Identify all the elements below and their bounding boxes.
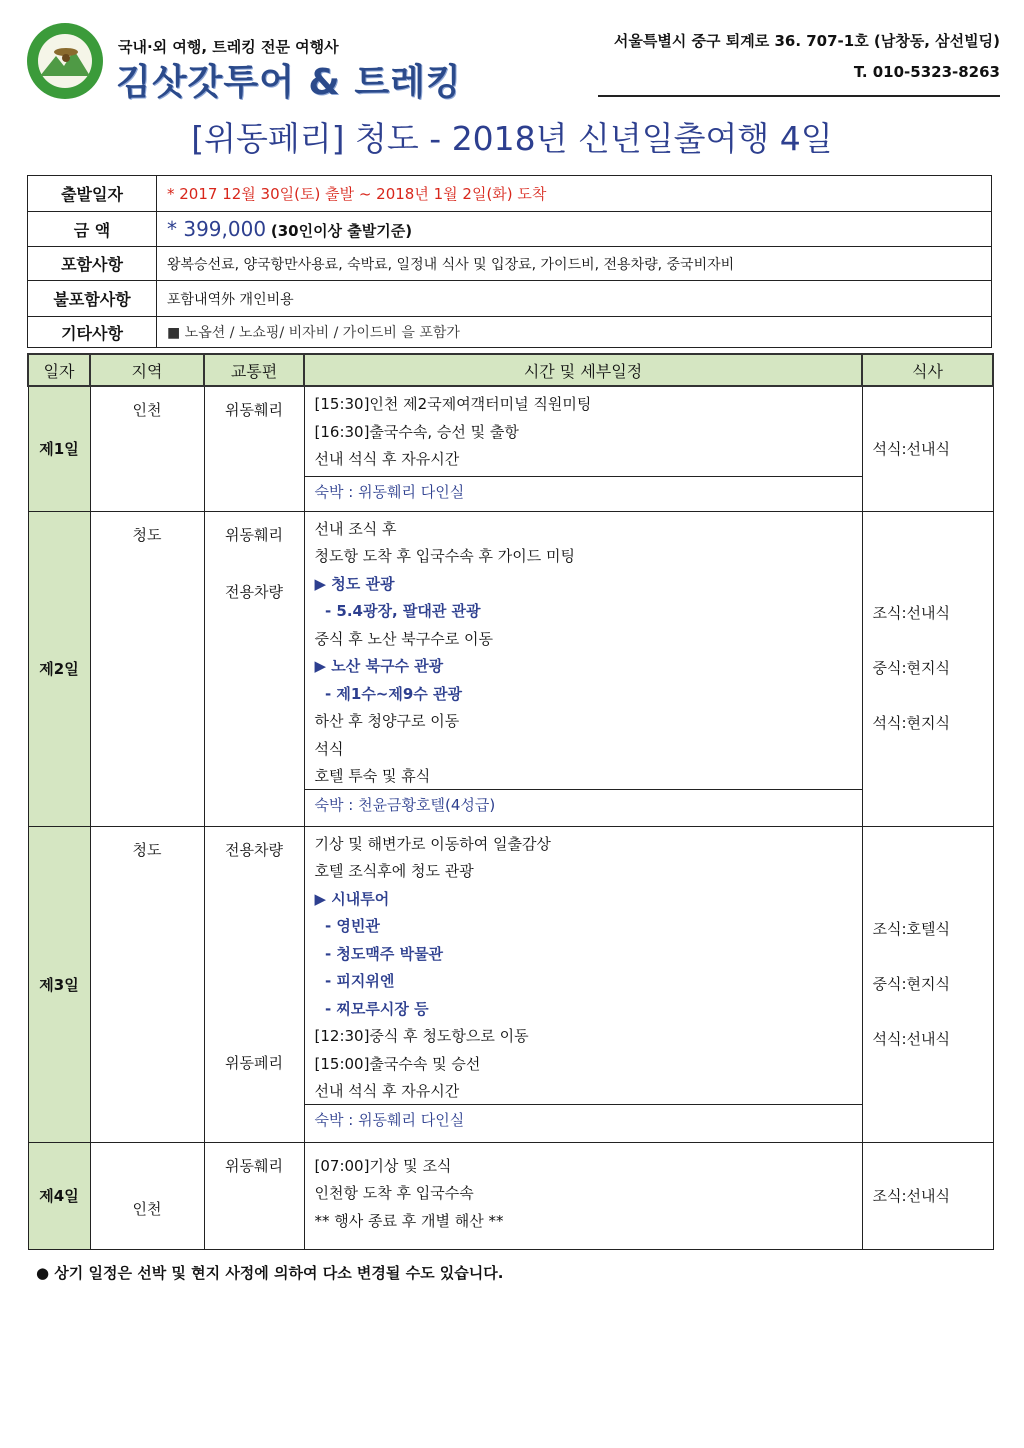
accommodation: 숙박 : 천윤금황호텔(4성급)	[305, 789, 862, 820]
schedule-table	[27, 353, 994, 1250]
day-label: 제1일	[28, 386, 90, 511]
schedule-row-day4	[28, 1142, 993, 1249]
itinerary-line: 중식 후 노산 북구수로 이동	[314, 629, 493, 648]
itinerary-line: - 5.4광장, 팔대관 관광	[314, 602, 481, 620]
meal-item: 석식:선내식	[872, 440, 951, 459]
phone: T. 010-5323-8263	[853, 63, 1000, 81]
meals-cell	[862, 386, 993, 511]
address: 서울특별시 중구 퇴계로 36. 707-1호 (남창동, 삼선빌딩)	[613, 32, 1000, 50]
meals-cell	[862, 826, 993, 1142]
schedule-header-row	[28, 354, 993, 386]
itinerary-line: [16:30]출국수속, 승선 및 출항	[314, 422, 519, 441]
itinerary-line: 선내 석식 후 자유시간	[314, 1082, 460, 1100]
header-transport: 교통편	[204, 354, 304, 386]
price: * 399,000	[167, 217, 267, 241]
accommodation: 숙박 : 위동훼리 다인실	[305, 1104, 862, 1135]
region: 청도	[90, 511, 204, 826]
itinerary-line: 선내 조식 후	[314, 519, 397, 538]
itinerary-line: ▶ 시내투어	[314, 889, 390, 908]
itinerary-line: [15:30]인천 제2국제여객터미널 직원미팅	[314, 395, 592, 413]
meal-item: 조식:호텔식	[872, 919, 951, 938]
meal-item: 석식:선내식	[872, 1029, 951, 1048]
itinerary-line: 선내 석식 후 자유시간	[314, 450, 460, 468]
itinerary-lines	[305, 387, 862, 476]
itinerary-cell	[304, 511, 862, 826]
page-title: [위동페리] 청도 - 2018년 신년일출여행 4일	[191, 119, 833, 158]
price-note: (30인이상 출발기준)	[270, 222, 413, 240]
itinerary-line: 호텔 조식후에 청도 관광	[314, 862, 474, 880]
itinerary-line: 호텔 투숙 및 휴식	[314, 767, 431, 785]
itinerary-lines	[305, 827, 862, 1104]
itinerary-line: - 청도맥주 박물관	[314, 944, 444, 963]
meal-item: 조식:선내식	[872, 1187, 951, 1205]
other-items: ■ 노옵션 / 노쇼핑/ 비자비 / 가이드비 을 포함가	[157, 317, 992, 348]
itinerary-line: ** 행사 종료 후 개별 해산 **	[314, 1211, 504, 1230]
schedule-row-day3	[28, 826, 993, 1142]
header-divider	[598, 95, 1000, 97]
itinerary-line: [15:00]출국수속 및 승선	[314, 1054, 481, 1073]
meals-cell	[862, 511, 993, 826]
included-items: 왕복승선료, 양국항만사용료, 숙박료, 일정내 식사 및 입장료, 가이드비, 전용차량, 중국비자비	[157, 247, 992, 281]
region: 인천	[90, 386, 204, 511]
tagline: 국내·외 여행, 트레킹 전문 여행사	[118, 38, 339, 56]
info-row-other	[28, 317, 992, 348]
header-meals: 식사	[862, 354, 993, 386]
itinerary-cell	[304, 1142, 862, 1249]
header-itinerary: 시간 및 세부일정	[304, 354, 862, 386]
schedule-row-day1	[28, 386, 993, 511]
info-label: 출발일자	[28, 176, 157, 212]
day-label: 제4일	[28, 1142, 90, 1249]
itinerary-lines	[305, 1143, 862, 1240]
info-row-price	[28, 212, 992, 247]
region: 청도	[90, 826, 204, 1142]
itinerary-line: 석식	[314, 739, 344, 758]
itinerary-line: - 피지위엔	[314, 972, 395, 990]
itinerary-line: [12:30]중식 후 청도항으로 이동	[314, 1027, 529, 1045]
accommodation: 숙박 : 위동훼리 다인실	[305, 476, 862, 507]
transport: 위동페리	[225, 1053, 283, 1072]
departure-dates: * 2017 12월 30일(토) 출발 ~ 2018년 1월 2일(화) 도착	[157, 176, 992, 212]
day-label: 제3일	[28, 826, 90, 1142]
info-row-departure	[28, 176, 992, 212]
meal-item: 중식:현지식	[872, 659, 951, 677]
meal-item: 중식:현지식	[872, 974, 951, 993]
itinerary-cell	[304, 826, 862, 1142]
transport: 위동훼리	[225, 525, 283, 544]
company-name: 김삿갓투어 & 트레킹	[116, 62, 462, 103]
transport: 전용차량	[225, 840, 283, 859]
transport: 위동훼리	[204, 386, 304, 511]
transport-cell	[204, 511, 304, 826]
region: 인천	[90, 1142, 204, 1249]
itinerary-line: 기상 및 해변가로 이동하여 일출감상	[314, 834, 551, 853]
itinerary-line: - 찌모루시장 등	[314, 999, 429, 1018]
info-row-excluded	[28, 281, 992, 317]
header-day: 일자	[28, 354, 90, 386]
itinerary-lines	[305, 512, 862, 789]
transport: 전용차량	[225, 582, 283, 601]
day-label: 제2일	[28, 511, 90, 826]
company-logo	[26, 22, 104, 100]
itinerary-cell	[304, 386, 862, 511]
meals-cell	[862, 1142, 993, 1249]
itinerary-line: 인천항 도착 후 입국수속	[314, 1184, 474, 1202]
excluded-items: 포함내역外 개인비용	[157, 281, 992, 317]
schedule-row-day2	[28, 511, 993, 826]
info-row-included	[28, 247, 992, 281]
itinerary-line: [07:00]기상 및 조식	[314, 1156, 452, 1175]
itinerary-line: 하산 후 청양구로 이동	[314, 712, 460, 730]
info-label: 포함사항	[28, 247, 157, 281]
itinerary-line: - 영빈관	[314, 917, 380, 935]
meal-item: 조식:선내식	[872, 604, 951, 622]
info-label: 기타사항	[28, 317, 157, 348]
transport-cell	[204, 826, 304, 1142]
itinerary-line: ▶ 노산 북구수 관광	[314, 657, 444, 675]
footnote: ● 상기 일정은 선박 및 현지 사정에 의하여 다소 변경될 수도 있습니다.	[36, 1264, 504, 1282]
meal-item: 석식:현지식	[872, 714, 951, 732]
info-label: 불포함사항	[28, 281, 157, 317]
tour-info-table	[27, 175, 992, 348]
itinerary-line: - 제1수~제9수 관광	[314, 684, 462, 703]
transport: 위동훼리	[204, 1142, 304, 1249]
itinerary-line: ▶ 청도 관광	[314, 574, 395, 593]
info-label: 금 액	[28, 212, 157, 247]
header-region: 지역	[90, 354, 204, 386]
itinerary-line: 청도항 도착 후 입국수속 후 가이드 미팅	[314, 547, 575, 565]
